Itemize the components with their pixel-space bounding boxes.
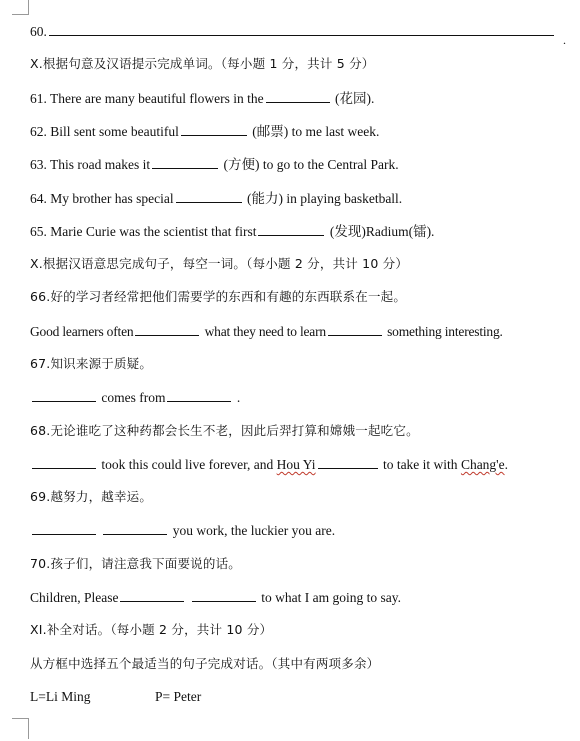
question-63	[30, 155, 399, 174]
question-text: 61. There are many beautiful flowers in the	[30, 91, 264, 106]
question-text: 64. My brother has special	[30, 191, 174, 206]
answer-blank[interactable]	[176, 189, 242, 203]
question-69-english	[30, 521, 335, 540]
question-text: 65. Marie Curie was the scientist that first	[30, 224, 257, 239]
question-66-chinese: 66.好的学习者经常把他们需要学的东西和有趣的东西联系在一起。	[30, 289, 407, 304]
section-heading: X.根据汉语意思完成句子，每空一词。（每小题 2 分，共计 10 分）	[30, 256, 409, 271]
question-text: to what I am going to say.	[257, 590, 401, 605]
question-text: Children, Please	[30, 590, 119, 605]
question-text: 63. This road makes it	[30, 157, 151, 172]
answer-blank[interactable]	[192, 588, 256, 602]
question-text: to take it with	[379, 457, 461, 472]
answer-blank[interactable]	[181, 122, 247, 136]
question-hint: (花园).	[331, 91, 375, 106]
spellcheck-word: Hou Yi	[276, 457, 316, 472]
question-text: you work, the luckier you are.	[169, 523, 336, 538]
section-heading: X.根据句意及汉语提示完成单词。（每小题 1 分，共计 5 分）	[30, 56, 375, 71]
speaker-legend-peter: P= Peter	[155, 689, 202, 704]
answer-blank[interactable]	[103, 521, 167, 535]
question-hint: (邮票) to me last week.	[248, 124, 380, 139]
question-text: something interesting.	[383, 324, 503, 339]
question-68-chinese: 68.无论谁吃了这种药都会长生不老，因此后羿打算和嫦娥一起吃它。	[30, 423, 419, 438]
answer-blank[interactable]	[318, 455, 378, 469]
answer-blank[interactable]	[49, 22, 554, 36]
question-text: comes from	[98, 390, 166, 405]
answer-blank[interactable]	[152, 155, 218, 169]
question-61	[30, 89, 374, 108]
trailing-dot: .	[563, 33, 566, 47]
question-70-chinese: 70.孩子们，请注意我下面要说的话。	[30, 556, 241, 571]
question-62	[30, 122, 379, 141]
question-hint: (方便) to go to the Central Park.	[220, 157, 399, 172]
answer-blank[interactable]	[258, 222, 324, 236]
spellcheck-word: Chang'e	[460, 457, 505, 472]
answer-blank[interactable]	[167, 388, 231, 402]
question-65	[30, 222, 434, 241]
answer-blank[interactable]	[135, 322, 199, 336]
answer-blank[interactable]	[32, 455, 96, 469]
speaker-legend-li-ming: L=Li Ming	[30, 689, 91, 704]
question-text: .	[233, 390, 241, 405]
question-67-english	[30, 388, 240, 407]
question-number: 60.	[30, 24, 47, 39]
question-67-chinese: 67.知识来源于质疑。	[30, 356, 153, 371]
question-66-english	[30, 322, 503, 341]
question-text: 62. Bill sent some beautiful	[30, 124, 179, 139]
page-corner-mark	[12, 718, 29, 739]
page-corner-mark	[12, 0, 29, 15]
question-68-english	[30, 455, 508, 474]
section-heading: XI.补全对话。（每小题 2 分，共计 10 分）	[30, 622, 273, 637]
answer-blank[interactable]	[32, 388, 96, 402]
answer-blank[interactable]	[266, 89, 330, 103]
question-64	[30, 189, 402, 208]
answer-blank[interactable]	[120, 588, 184, 602]
question-70-english	[30, 588, 401, 607]
question-hint: (发现)Radium(镭).	[326, 224, 435, 239]
question-text: what they need to learn	[201, 324, 326, 339]
question-text: Good learners often	[30, 324, 134, 339]
question-69-chinese: 69.越努力，越幸运。	[30, 489, 153, 504]
question-text: .	[504, 457, 508, 472]
answer-blank[interactable]	[32, 521, 96, 535]
question-hint: (能力) in playing basketball.	[243, 191, 403, 206]
section-instructions: 从方框中选择五个最适当的句子完成对话。（其中有两项多余）	[30, 656, 380, 671]
question-text: took this could live forever, and	[98, 457, 277, 472]
answer-blank[interactable]	[328, 322, 382, 336]
question-60	[30, 22, 556, 41]
